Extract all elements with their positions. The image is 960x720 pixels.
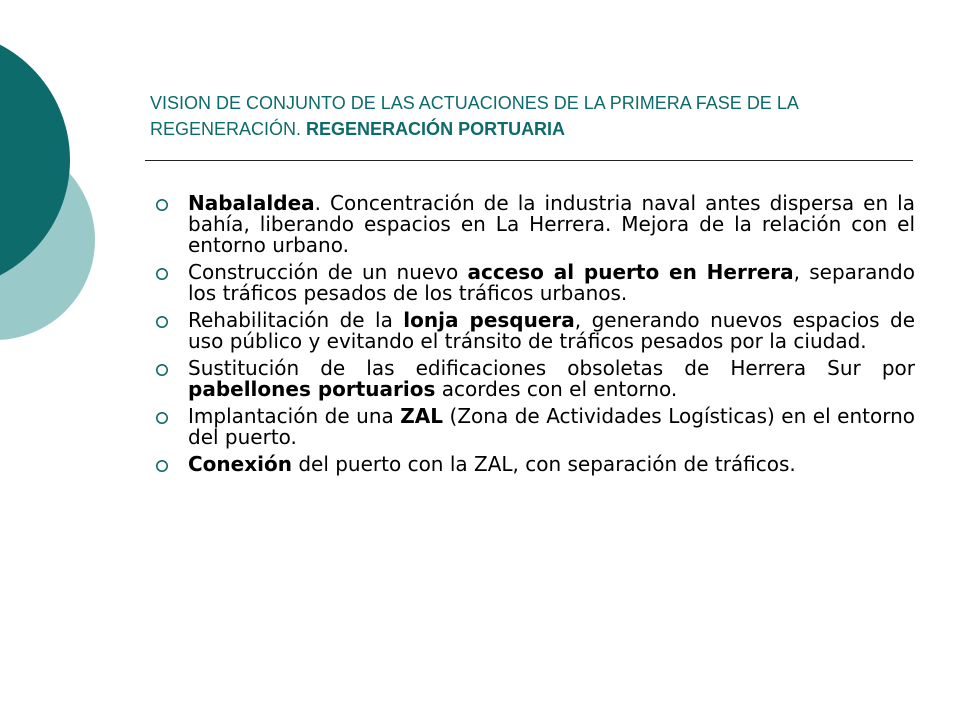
bullet-text-bold: lonja pesquera (403, 308, 575, 332)
bullet-text-segment: acordes con el entorno. (435, 377, 678, 401)
circle-outline-bullet-icon (155, 411, 169, 425)
bullet-text-segment: , separando los tráficos pesados de los tráficos urbanos. (188, 260, 915, 305)
bullet-text (188, 452, 796, 476)
bullet-item (155, 454, 915, 475)
bullet-text-bold: Conexión (188, 452, 292, 476)
bullet-text (188, 260, 915, 305)
bullet-text (188, 308, 915, 353)
bullet-item (155, 310, 915, 352)
circle-outline-bullet-icon (155, 459, 169, 473)
decorative-circles (0, 0, 120, 400)
bullet-text-segment: . Concentración de la industria naval antes dispersa en la bahía, liberando espacios en La Herrera. Mejora de la relación con el entorno urbano. (188, 191, 915, 257)
bullet-text-segment: Sustitución de las edificaciones obsoletas de Herrera Sur por (188, 356, 915, 380)
bullet-text-segment: Construcción de un nuevo (188, 260, 468, 284)
bullet-text (188, 191, 915, 257)
bullet-text-bold: ZAL (400, 404, 444, 428)
slide-title (150, 90, 910, 142)
bullet-item (155, 262, 915, 304)
bullet-text-bold: Nabalaldea (188, 191, 315, 215)
bullet-text-segment: Rehabilitación de la (188, 308, 404, 332)
bullet-item (155, 358, 915, 400)
slide-title-plain: VISION DE CONJUNTO DE LAS ACTUACIONES DE LA PRIMERA FASE DE LA REGENERACIÓN. (150, 93, 798, 139)
bullet-text-bold: pabellones portuarios (188, 377, 436, 401)
bullet-text-segment: , generando nuevos espacios de uso público y evitando el tránsito de tráficos pesados por la ciudad. (188, 308, 916, 353)
bullet-item (155, 193, 915, 256)
bullet-text-segment: (Zona de Actividades Logísticas) en el entorno del puerto. (188, 404, 916, 449)
bullet-text-segment: Implantación de una (188, 404, 401, 428)
slide-title-bold: REGENERACIÓN PORTUARIA (306, 119, 566, 139)
circle-outline-bullet-icon (155, 315, 169, 329)
bullet-text (188, 404, 915, 449)
bullet-item (155, 406, 915, 448)
title-divider (145, 160, 913, 161)
bullet-text (188, 356, 915, 401)
bullet-list (155, 193, 915, 481)
circle-outline-bullet-icon (155, 363, 169, 377)
circle-outline-bullet-icon (155, 198, 169, 212)
bullet-text-segment: del puerto con la ZAL, con separación de tráficos. (291, 452, 796, 476)
bullet-text-bold: acceso al puerto en Herrera (467, 260, 794, 284)
circle-outline-bullet-icon (155, 267, 169, 281)
